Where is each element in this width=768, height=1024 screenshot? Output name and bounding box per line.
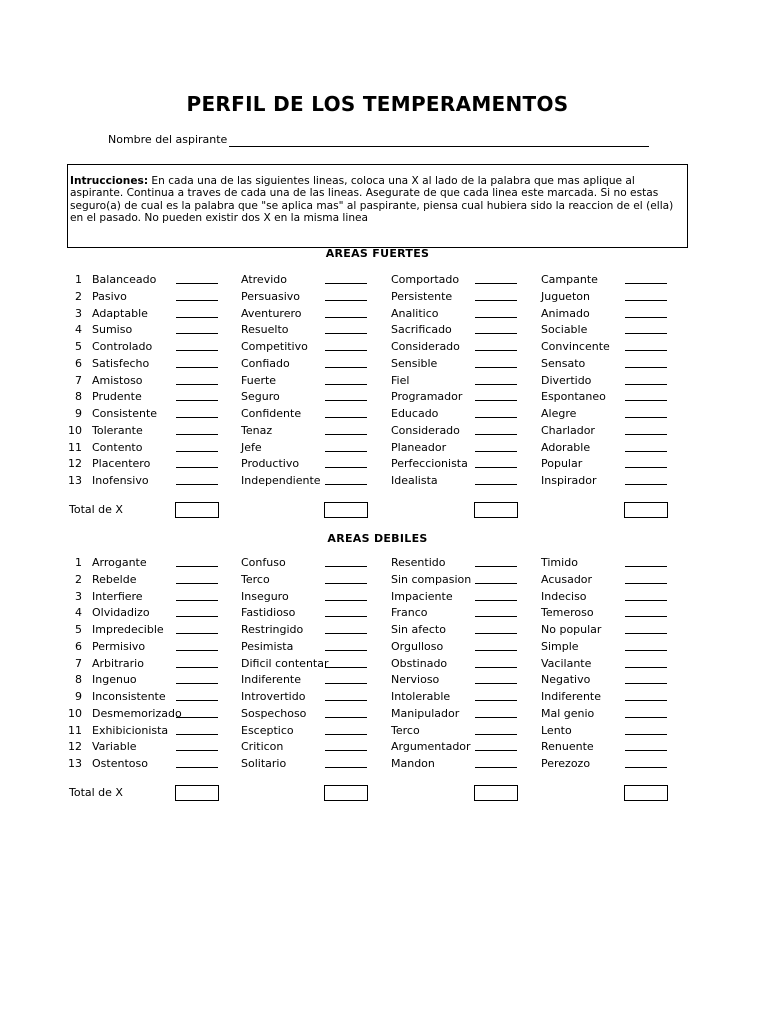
row-number: 2	[75, 289, 82, 303]
word-option: Solitario	[241, 757, 287, 770]
word-option: Temeroso	[541, 606, 594, 620]
instructions-text: En cada una de las siguientes lineas, coloca una X al lado de la palabra que mas aplique al aspirante. Continua a traves de cada una de las lineas. Asegurate de que cada linea este marcada. Si no estas seguro(a) de cual es la palabra que "se aplica mas" al paspirante, piensa cual hubiera sido la reaccion de el (ella) en el pasado. No pueden existir dos X en la misma linea	[70, 175, 674, 224]
word-option: Nervioso	[391, 673, 440, 687]
mark-blank[interactable]	[475, 367, 517, 368]
row-number: 10	[68, 423, 82, 437]
word-option: Sin afecto	[391, 623, 446, 636]
mark-blank[interactable]	[325, 350, 367, 351]
mark-blank[interactable]	[625, 717, 667, 718]
mark-blank[interactable]	[325, 400, 367, 401]
table-row	[0, 673, 768, 690]
word-option: Introvertido	[241, 690, 306, 703]
word-option: Timido	[541, 556, 578, 569]
applicant-name-field[interactable]	[229, 146, 649, 147]
mark-blank[interactable]	[475, 683, 517, 684]
table-row	[0, 623, 768, 640]
mark-blank[interactable]	[625, 566, 667, 567]
row-number: 11	[68, 440, 82, 454]
word-option: Resentido	[391, 556, 446, 569]
mark-blank[interactable]	[475, 717, 517, 718]
section-title: AREAS DEBILES	[327, 532, 428, 545]
word-option: Confuso	[241, 556, 286, 569]
mark-blank[interactable]	[475, 317, 517, 318]
mark-blank[interactable]	[475, 650, 517, 651]
word-option: Arbitrario	[92, 656, 144, 670]
mark-blank[interactable]	[625, 650, 667, 651]
word-option: Confidente	[241, 407, 302, 420]
word-option: Lento	[541, 723, 572, 737]
word-option: Competitivo	[241, 340, 308, 353]
mark-blank[interactable]	[625, 451, 667, 452]
word-option: Sacrificado	[391, 323, 452, 337]
mark-blank[interactable]	[475, 400, 517, 401]
table-row	[0, 657, 768, 674]
row-number: 12	[68, 740, 82, 754]
word-option: Sociable	[541, 323, 588, 337]
table-row	[0, 407, 768, 424]
word-option: Tenaz	[241, 423, 273, 437]
mark-blank[interactable]	[325, 734, 367, 735]
row-number: 1	[75, 273, 82, 286]
table-row	[0, 357, 768, 374]
mark-blank[interactable]	[625, 667, 667, 668]
mark-blank[interactable]	[625, 317, 667, 318]
mark-blank[interactable]	[176, 384, 218, 385]
mark-blank[interactable]	[475, 467, 517, 468]
table-row	[0, 690, 768, 707]
word-option: Tolerante	[92, 423, 143, 437]
mark-blank[interactable]	[176, 467, 218, 468]
word-option: Argumentador	[391, 740, 471, 754]
word-option: Seguro	[241, 390, 280, 404]
row-number: 2	[75, 572, 82, 586]
mark-blank[interactable]	[625, 434, 667, 435]
table-row	[0, 724, 768, 741]
mark-blank[interactable]	[325, 333, 367, 334]
mark-blank[interactable]	[475, 750, 517, 751]
mark-blank[interactable]	[475, 667, 517, 668]
mark-blank[interactable]	[625, 767, 667, 768]
word-option: Contento	[92, 440, 143, 454]
table-row	[0, 740, 768, 757]
mark-blank[interactable]	[176, 350, 218, 351]
table-row	[0, 573, 768, 590]
table-row	[0, 457, 768, 474]
word-option: Criticon	[241, 740, 284, 754]
mark-blank[interactable]	[325, 566, 367, 567]
word-option: Manipulador	[391, 706, 460, 720]
mark-blank[interactable]	[325, 616, 367, 617]
mark-blank[interactable]	[176, 400, 218, 401]
total-box[interactable]	[624, 785, 668, 801]
word-option: Intolerable	[391, 690, 451, 703]
word-option: Franco	[391, 606, 428, 620]
word-option: Consistente	[92, 407, 158, 420]
table-row	[0, 340, 768, 357]
word-option: Obstinado	[391, 656, 448, 670]
total-box[interactable]	[624, 502, 668, 518]
word-option: Considerado	[391, 423, 460, 437]
word-option: Educado	[391, 407, 439, 420]
row-number: 4	[75, 323, 82, 337]
word-option: Animado	[541, 306, 590, 320]
word-option: Impredecible	[92, 623, 164, 636]
word-option: Charlador	[541, 423, 595, 437]
row-number: 11	[68, 723, 82, 737]
mark-blank[interactable]	[176, 600, 218, 601]
mark-blank[interactable]	[176, 633, 218, 634]
mark-blank[interactable]	[475, 566, 517, 567]
table-row	[0, 707, 768, 724]
mark-blank[interactable]	[325, 767, 367, 768]
section-title: AREAS FUERTES	[325, 247, 430, 260]
word-option: Balanceado	[92, 273, 157, 286]
mark-blank[interactable]	[475, 583, 517, 584]
word-option: Pasivo	[92, 289, 127, 303]
mark-blank[interactable]	[325, 750, 367, 751]
mark-blank[interactable]	[176, 451, 218, 452]
table-row	[0, 441, 768, 458]
word-option: Variable	[92, 740, 137, 754]
row-number: 8	[75, 390, 82, 404]
word-option: Acusador	[541, 572, 593, 586]
mark-blank[interactable]	[176, 367, 218, 368]
word-option: Perfeccionista	[391, 457, 468, 471]
total-box[interactable]	[324, 785, 368, 801]
mark-blank[interactable]	[176, 700, 218, 701]
table-row	[0, 273, 768, 290]
row-number: 3	[75, 306, 82, 320]
table-row	[0, 374, 768, 391]
word-option: Planeador	[391, 440, 447, 454]
mark-blank[interactable]	[176, 434, 218, 435]
mark-blank[interactable]	[625, 400, 667, 401]
row-number: 12	[68, 457, 82, 471]
row-number: 5	[75, 340, 82, 353]
word-option: Orgulloso	[391, 639, 444, 653]
word-option: Desmemorizado	[92, 706, 182, 720]
total-label: Total de X	[69, 503, 123, 516]
word-option: Placentero	[92, 457, 151, 471]
row-number: 13	[68, 474, 82, 487]
table-row	[0, 606, 768, 623]
word-option: Restringido	[241, 623, 304, 636]
table-row	[0, 556, 768, 573]
mark-blank[interactable]	[625, 683, 667, 684]
table-row	[0, 640, 768, 657]
total-box[interactable]	[474, 502, 518, 518]
mark-blank[interactable]	[176, 650, 218, 651]
row-number: 8	[75, 673, 82, 687]
mark-blank[interactable]	[325, 317, 367, 318]
mark-blank[interactable]	[475, 300, 517, 301]
row-number: 1	[75, 556, 82, 569]
mark-blank[interactable]	[475, 616, 517, 617]
mark-blank[interactable]	[475, 600, 517, 601]
mark-blank[interactable]	[176, 683, 218, 684]
mark-blank[interactable]	[625, 484, 667, 485]
word-option: Programador	[391, 390, 463, 404]
mark-blank[interactable]	[176, 484, 218, 485]
row-number: 9	[75, 690, 82, 703]
word-option: Productivo	[241, 457, 300, 471]
word-option: Fastidioso	[241, 606, 296, 620]
word-option: Aventurero	[241, 306, 302, 320]
word-option: Interfiere	[92, 589, 143, 603]
mark-blank[interactable]	[625, 350, 667, 351]
word-option: Terco	[241, 572, 270, 586]
total-box[interactable]	[175, 502, 219, 518]
mark-blank[interactable]	[325, 650, 367, 651]
table-row	[0, 307, 768, 324]
word-option: Controlado	[92, 340, 153, 353]
mark-blank[interactable]	[176, 583, 218, 584]
word-option: Adaptable	[92, 306, 148, 320]
mark-blank[interactable]	[475, 633, 517, 634]
mark-blank[interactable]	[625, 333, 667, 334]
word-option: Jefe	[241, 440, 262, 454]
row-number: 5	[75, 623, 82, 636]
mark-blank[interactable]	[176, 566, 218, 567]
word-option: Pesimista	[241, 639, 294, 653]
table-row	[0, 323, 768, 340]
mark-blank[interactable]	[475, 451, 517, 452]
mark-blank[interactable]	[625, 283, 667, 284]
mark-blank[interactable]	[176, 734, 218, 735]
mark-blank[interactable]	[325, 467, 367, 468]
word-option: Terco	[391, 723, 420, 737]
word-option: Comportado	[391, 273, 460, 286]
mark-blank[interactable]	[325, 417, 367, 418]
word-option: Mandon	[391, 757, 435, 770]
mark-blank[interactable]	[625, 467, 667, 468]
word-option: Inseguro	[241, 589, 289, 603]
mark-blank[interactable]	[475, 734, 517, 735]
word-option: Fiel	[391, 373, 410, 387]
mark-blank[interactable]	[325, 717, 367, 718]
mark-blank[interactable]	[325, 583, 367, 584]
mark-blank[interactable]	[325, 283, 367, 284]
word-option: Independiente	[241, 474, 321, 487]
word-option: Amistoso	[92, 373, 143, 387]
mark-blank[interactable]	[475, 434, 517, 435]
mark-blank[interactable]	[625, 600, 667, 601]
mark-blank[interactable]	[625, 384, 667, 385]
mark-blank[interactable]	[475, 350, 517, 351]
word-option: Inconsistente	[92, 690, 166, 703]
word-option: Sumiso	[92, 323, 133, 337]
mark-blank[interactable]	[325, 484, 367, 485]
word-option: Impaciente	[391, 589, 453, 603]
mark-blank[interactable]	[625, 633, 667, 634]
mark-blank[interactable]	[625, 583, 667, 584]
row-number: 4	[75, 606, 82, 620]
word-option: No popular	[541, 623, 602, 636]
word-option: Indeciso	[541, 589, 587, 603]
mark-blank[interactable]	[625, 417, 667, 418]
word-option: Arrogante	[92, 556, 147, 569]
mark-blank[interactable]	[625, 367, 667, 368]
instructions-label: Intrucciones:	[70, 175, 149, 187]
mark-blank[interactable]	[475, 700, 517, 701]
word-option: Campante	[541, 273, 598, 286]
word-option: Sospechoso	[241, 706, 307, 720]
word-option: Atrevido	[241, 273, 287, 286]
word-option: Sensato	[541, 356, 586, 370]
row-number: 3	[75, 589, 82, 603]
table-row	[0, 390, 768, 407]
word-option: Popular	[541, 457, 583, 471]
word-option: Inofensivo	[92, 474, 149, 487]
word-option: Esceptico	[241, 723, 294, 737]
word-option: Indiferente	[241, 673, 301, 687]
word-option: Satisfecho	[92, 356, 150, 370]
table-row	[0, 757, 768, 774]
mark-blank[interactable]	[176, 667, 218, 668]
row-number: 6	[75, 356, 82, 370]
mark-blank[interactable]	[176, 317, 218, 318]
word-option: Adorable	[541, 440, 591, 454]
word-option: Ostentoso	[92, 757, 148, 770]
mark-blank[interactable]	[625, 734, 667, 735]
mark-blank[interactable]	[325, 633, 367, 634]
mark-blank[interactable]	[176, 717, 218, 718]
mark-blank[interactable]	[325, 600, 367, 601]
mark-blank[interactable]	[176, 750, 218, 751]
word-option: Exhibicionista	[92, 723, 169, 737]
table-row	[0, 290, 768, 307]
word-option: Fuerte	[241, 373, 277, 387]
mark-blank[interactable]	[325, 451, 367, 452]
instructions-box	[67, 164, 688, 248]
row-number: 10	[68, 706, 82, 720]
mark-blank[interactable]	[475, 767, 517, 768]
word-option: Convincente	[541, 340, 610, 353]
total-box[interactable]	[175, 785, 219, 801]
word-option: Persistente	[391, 289, 453, 303]
mark-blank[interactable]	[325, 700, 367, 701]
word-option: Persuasivo	[241, 289, 301, 303]
row-number: 7	[75, 373, 82, 387]
word-option: Renuente	[541, 740, 594, 754]
word-option: Mal genio	[541, 706, 595, 720]
mark-blank[interactable]	[325, 384, 367, 385]
mark-blank[interactable]	[176, 767, 218, 768]
word-option: Idealista	[391, 474, 438, 487]
word-option: Perezozo	[541, 757, 591, 770]
table-row	[0, 424, 768, 441]
mark-blank[interactable]	[625, 300, 667, 301]
mark-blank[interactable]	[625, 750, 667, 751]
row-number: 7	[75, 656, 82, 670]
word-option: Negativo	[541, 673, 591, 687]
word-option: Simple	[541, 639, 579, 653]
word-option: Rebelde	[92, 572, 137, 586]
word-option: Inspirador	[541, 474, 597, 487]
word-option: Confiado	[241, 356, 290, 370]
word-option: Sin compasion	[391, 572, 472, 586]
mark-blank[interactable]	[176, 300, 218, 301]
mark-blank[interactable]	[475, 333, 517, 334]
word-option: Resuelto	[241, 323, 289, 337]
mark-blank[interactable]	[475, 283, 517, 284]
mark-blank[interactable]	[176, 333, 218, 334]
word-option: Jugueton	[541, 289, 590, 303]
word-option: Divertido	[541, 373, 592, 387]
mark-blank[interactable]	[475, 384, 517, 385]
mark-blank[interactable]	[625, 700, 667, 701]
word-option: Olvidadizo	[92, 606, 150, 620]
mark-blank[interactable]	[325, 300, 367, 301]
mark-blank[interactable]	[325, 367, 367, 368]
mark-blank[interactable]	[625, 616, 667, 617]
table-row	[0, 474, 768, 491]
word-option: Indiferente	[541, 690, 601, 703]
mark-blank[interactable]	[176, 283, 218, 284]
total-box[interactable]	[324, 502, 368, 518]
word-option: Analitico	[391, 306, 439, 320]
word-option: Espontaneo	[541, 390, 606, 404]
word-option: Prudente	[92, 390, 142, 404]
row-number: 9	[75, 407, 82, 420]
word-option: Dificil contentar	[241, 656, 329, 670]
word-option: Alegre	[541, 407, 577, 420]
page-title: PERFIL DE LOS TEMPERAMENTOS	[186, 92, 569, 116]
mark-blank[interactable]	[325, 434, 367, 435]
row-number: 6	[75, 639, 82, 653]
word-option: Permisivo	[92, 639, 146, 653]
word-option: Ingenuo	[92, 673, 137, 687]
table-row	[0, 590, 768, 607]
word-option: Vacilante	[541, 656, 592, 670]
mark-blank[interactable]	[176, 616, 218, 617]
row-number: 13	[68, 757, 82, 770]
mark-blank[interactable]	[325, 667, 367, 668]
mark-blank[interactable]	[475, 484, 517, 485]
total-box[interactable]	[474, 785, 518, 801]
applicant-name-label: Nombre del aspirante	[108, 133, 228, 146]
mark-blank[interactable]	[325, 683, 367, 684]
mark-blank[interactable]	[475, 417, 517, 418]
word-option: Considerado	[391, 340, 460, 353]
word-option: Sensible	[391, 356, 438, 370]
total-label: Total de X	[69, 786, 123, 799]
mark-blank[interactable]	[176, 417, 218, 418]
